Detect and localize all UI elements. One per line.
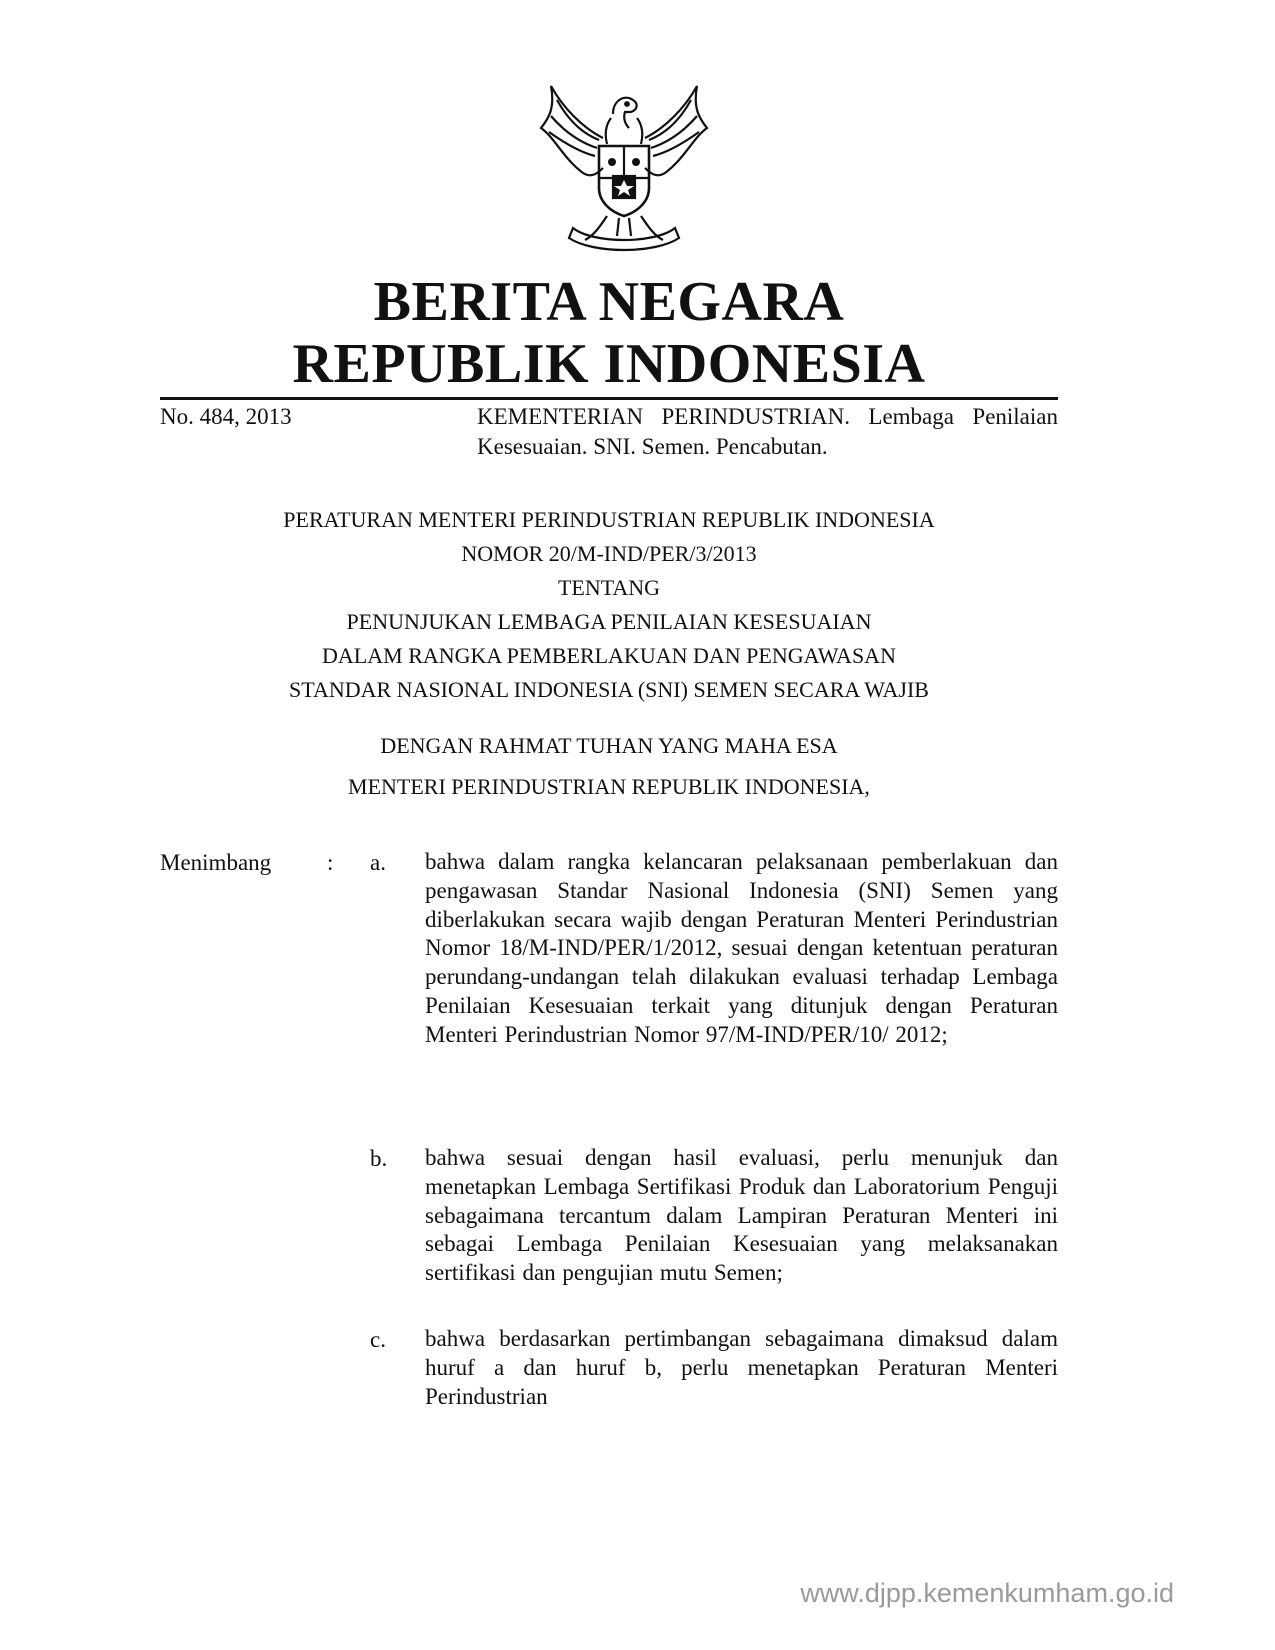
garuda-emblem-icon [533, 78, 715, 254]
masthead-divider [160, 397, 1058, 400]
masthead-title-line-1: BERITA NEGARA [373, 271, 845, 333]
considering-item-text: bahwa sesuai dengan hasil evaluasi, perlu menunjuk dan menetapkan Lembaga Sertifikasi Produk dan Laboratorium Penguji sebagaimana tercantum dalam Lampiran Peraturan Menteri ini sebagai Lembaga Penilaian Kesesuaian yang melaksanakan sertifikasi dan pengujian mutu Semen; [425, 1145, 1058, 1286]
considering-item-letter: c. [370, 1327, 386, 1352]
preamble [160, 725, 1058, 807]
regulation-subject-line: DALAM RANGKA PEMBERLAKUAN DAN PENGAWASAN [322, 643, 896, 668]
considering-item-text: bahwa berdasarkan pertimbangan sebagaimana dimaksud dalam huruf a dan huruf b, perlu menetapkan Peraturan Menteri Perindustrian [425, 1326, 1058, 1409]
regulation-about-line: TENTANG [557, 575, 661, 600]
masthead-title-line-2: REPUBLIK INDONESIA [292, 333, 926, 395]
considering-item-letter: a. [370, 850, 386, 875]
preamble-line: MENTERI PERINDUSTRIAN REPUBLIK INDONESIA, [348, 774, 870, 799]
regulation-heading [160, 503, 1058, 707]
issue-subject: KEMENTERIAN PERINDUSTRIAN. Lembaga Penilaian Kesesuaian. SNI. Semen. Pencabutan. [477, 404, 1058, 459]
considering-item-letter: b. [370, 1146, 388, 1171]
regulation-number-line: NOMOR 20/M-IND/PER/3/2013 [461, 541, 757, 566]
considering-item-text: bahwa dalam rangka kelancaran pelaksanaan pemberlakuan dan pengawasan Standar Nasional Indonesia (SNI) Semen yang diberlakukan secara wajib dengan Peraturan Menteri Perindustrian Nomor 18/M-IND/PER/1/2012, sesuai dengan ketentuan peraturan perundang-undangan telah dilakukan evaluasi terhadap Lembaga Penilaian Kesesuaian terkait yang ditunjuk dengan Peraturan Menteri Perindustrian Nomor 97/M-IND/PER/10/ 2012; [425, 849, 1058, 1047]
preamble-line: DENGAN RAHMAT TUHAN YANG MAHA ESA [380, 733, 838, 758]
considering-colon: : [327, 850, 334, 875]
watermark-url: www.djpp.kemenkumham.go.id [800, 1578, 1174, 1608]
regulation-subject-line: PENUNJUKAN LEMBAGA PENILAIAN KESESUAIAN [346, 609, 872, 634]
issue-number: No. 484, 2013 [160, 404, 292, 429]
regulation-subject-line: STANDAR NASIONAL INDONESIA (SNI) SEMEN SECARA WAJIB [289, 677, 929, 702]
regulation-title-line: PERATURAN MENTERI PERINDUSTRIAN REPUBLIK INDONESIA [283, 507, 935, 532]
considering-label: Menimbang [160, 850, 272, 875]
